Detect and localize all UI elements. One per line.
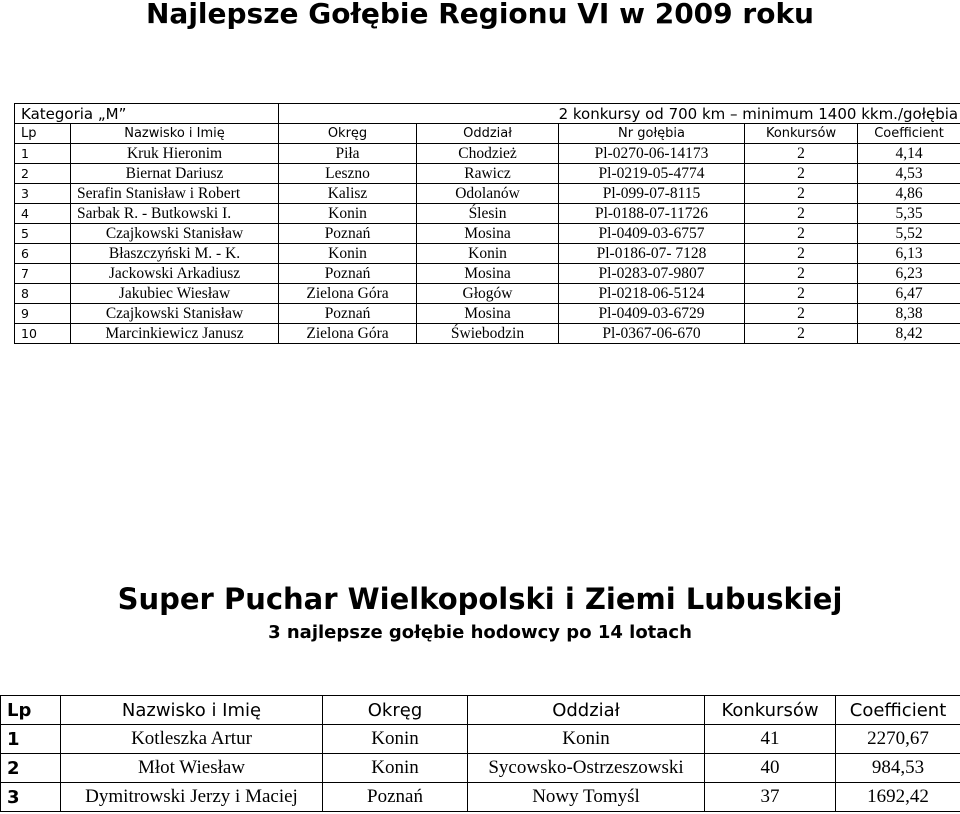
cell-pigeon-number: Pl-0218-06-5124 xyxy=(559,284,745,304)
cell-contests: 2 xyxy=(745,324,858,344)
cell-lp: 7 xyxy=(15,264,71,284)
cell-district: Piła xyxy=(279,144,417,164)
table-header-row xyxy=(1,696,960,725)
cell-pigeon-number: Pl-0367-06-670 xyxy=(559,324,745,344)
cell-coefficient: 4,86 xyxy=(858,184,960,204)
table-row xyxy=(15,224,960,244)
cell-lp: 5 xyxy=(15,224,71,244)
cell-branch: Rawicz xyxy=(417,164,559,184)
cell-coefficient: 984,53 xyxy=(836,754,960,783)
header-pigeon-number: Nr gołębia xyxy=(559,124,745,144)
cell-pigeon-number: Pl-0270-06-14173 xyxy=(559,144,745,164)
cell-contests: 2 xyxy=(745,184,858,204)
cell-branch: Świebodzin xyxy=(417,324,559,344)
cell-branch: Mosina xyxy=(417,264,559,284)
cell-contests: 2 xyxy=(745,164,858,184)
super-cup-table xyxy=(0,695,960,812)
cell-lp: 2 xyxy=(1,754,61,783)
cell-name: Czajkowski Stanisław xyxy=(71,224,279,244)
cell-contests: 2 xyxy=(745,264,858,284)
ranking-table-category-m xyxy=(14,103,960,344)
header-name: Nazwisko i Imię xyxy=(61,696,323,725)
cell-contests: 2 xyxy=(745,204,858,224)
cell-name: Dymitrowski Jerzy i Maciej xyxy=(61,783,323,812)
cell-pigeon-number: Pl-0283-07-9807 xyxy=(559,264,745,284)
table-row xyxy=(15,184,960,204)
header-branch: Oddział xyxy=(417,124,559,144)
cell-district: Konin xyxy=(279,204,417,224)
cell-branch: Mosina xyxy=(417,224,559,244)
cell-branch: Nowy Tomyśl xyxy=(468,783,705,812)
cell-pigeon-number: Pl-0188-07-11726 xyxy=(559,204,745,224)
header-coefficient: Coefficient xyxy=(858,124,960,144)
cell-pigeon-number: Pl-0186-07- 7128 xyxy=(559,244,745,264)
cell-contests: 2 xyxy=(745,304,858,324)
category-label: Kategoria „M” xyxy=(15,104,279,124)
cell-pigeon-number: Pl-0409-03-6729 xyxy=(559,304,745,324)
cell-contests: 2 xyxy=(745,244,858,264)
cell-branch: Konin xyxy=(417,244,559,264)
table-row xyxy=(15,144,960,164)
cell-coefficient: 4,53 xyxy=(858,164,960,184)
cell-name: Biernat Dariusz xyxy=(71,164,279,184)
cell-contests: 2 xyxy=(745,284,858,304)
section-subtitle: 3 najlepsze gołębie hodowcy po 14 lotach xyxy=(268,622,692,643)
cell-branch: Sycowsko-Ostrzeszowski xyxy=(468,754,705,783)
cell-name: Marcinkiewicz Janusz xyxy=(71,324,279,344)
cell-district: Konin xyxy=(323,754,468,783)
cell-branch: Mosina xyxy=(417,304,559,324)
header-district: Okręg xyxy=(279,124,417,144)
header-lp: Lp xyxy=(15,124,71,144)
table-row xyxy=(1,783,960,812)
table-row xyxy=(15,244,960,264)
cell-name: Jakubiec Wiesław xyxy=(71,284,279,304)
cell-coefficient: 5,52 xyxy=(858,224,960,244)
cell-coefficient: 6,23 xyxy=(858,264,960,284)
table-row xyxy=(15,204,960,224)
cell-pigeon-number: Pl-0219-05-4774 xyxy=(559,164,745,184)
table-row xyxy=(1,725,960,754)
cell-district: Leszno xyxy=(279,164,417,184)
cell-branch: Ślesin xyxy=(417,204,559,224)
cell-coefficient: 1692,42 xyxy=(836,783,960,812)
cell-lp: 6 xyxy=(15,244,71,264)
cell-lp: 9 xyxy=(15,304,71,324)
cell-coefficient: 4,14 xyxy=(858,144,960,164)
cell-lp: 2 xyxy=(15,164,71,184)
cell-contests: 40 xyxy=(705,754,836,783)
cell-branch: Konin xyxy=(468,725,705,754)
cell-district: Konin xyxy=(279,244,417,264)
section-title: Super Puchar Wielkopolski i Ziemi Lubuskiej xyxy=(117,582,843,616)
header-branch: Oddział xyxy=(468,696,705,725)
table-row xyxy=(15,264,960,284)
cell-lp: 3 xyxy=(1,783,61,812)
table-header-row xyxy=(15,124,960,144)
header-district: Okręg xyxy=(323,696,468,725)
cell-contests: 2 xyxy=(745,144,858,164)
cell-branch: Odolanów xyxy=(417,184,559,204)
cell-coefficient: 8,42 xyxy=(858,324,960,344)
cell-branch: Głogów xyxy=(417,284,559,304)
cell-lp: 4 xyxy=(15,204,71,224)
cell-lp: 10 xyxy=(15,324,71,344)
cell-district: Poznań xyxy=(279,264,417,284)
header-coefficient: Coefficient xyxy=(836,696,960,725)
cell-coefficient: 6,13 xyxy=(858,244,960,264)
cell-name: Młot Wiesław xyxy=(61,754,323,783)
cell-contests: 2 xyxy=(745,224,858,244)
cell-district: Zielona Góra xyxy=(279,324,417,344)
cell-lp: 8 xyxy=(15,284,71,304)
header-lp: Lp xyxy=(1,696,61,725)
cell-branch: Chodzież xyxy=(417,144,559,164)
cell-coefficient: 2270,67 xyxy=(836,725,960,754)
cell-name: Kotleszka Artur xyxy=(61,725,323,754)
header-name: Nazwisko i Imię xyxy=(71,124,279,144)
category-criteria: 2 konkursy od 700 km – minimum 1400 kkm./gołębia xyxy=(279,104,960,124)
header-contests: Konkursów xyxy=(705,696,836,725)
cell-name: Kruk Hieronim xyxy=(71,144,279,164)
cell-lp: 3 xyxy=(15,184,71,204)
header-contests: Konkursów xyxy=(745,124,858,144)
table-row xyxy=(1,754,960,783)
cell-lp: 1 xyxy=(1,725,61,754)
cell-name: Jackowski Arkadiusz xyxy=(71,264,279,284)
cell-pigeon-number: Pl-0409-03-6757 xyxy=(559,224,745,244)
table-row xyxy=(15,304,960,324)
page-title: Najlepsze Gołębie Regionu VI w 2009 roku xyxy=(145,0,814,30)
cell-contests: 37 xyxy=(705,783,836,812)
cell-district: Kalisz xyxy=(279,184,417,204)
cell-name: Błaszczyński M. - K. xyxy=(71,244,279,264)
cell-contests: 41 xyxy=(705,725,836,754)
cell-coefficient: 8,38 xyxy=(858,304,960,324)
cell-lp: 1 xyxy=(15,144,71,164)
cell-district: Poznań xyxy=(279,304,417,324)
cell-district: Poznań xyxy=(279,224,417,244)
cell-coefficient: 5,35 xyxy=(858,204,960,224)
table-row xyxy=(15,164,960,184)
cell-name: Serafin Stanisław i Robert xyxy=(71,184,279,204)
table-row xyxy=(15,324,960,344)
cell-district: Zielona Góra xyxy=(279,284,417,304)
cell-coefficient: 6,47 xyxy=(858,284,960,304)
cell-district: Poznań xyxy=(323,783,468,812)
cell-pigeon-number: Pl-099-07-8115 xyxy=(559,184,745,204)
cell-district: Konin xyxy=(323,725,468,754)
cell-name: Sarbak R. - Butkowski I. xyxy=(71,204,279,224)
table-row xyxy=(15,284,960,304)
cell-name: Czajkowski Stanisław xyxy=(71,304,279,324)
